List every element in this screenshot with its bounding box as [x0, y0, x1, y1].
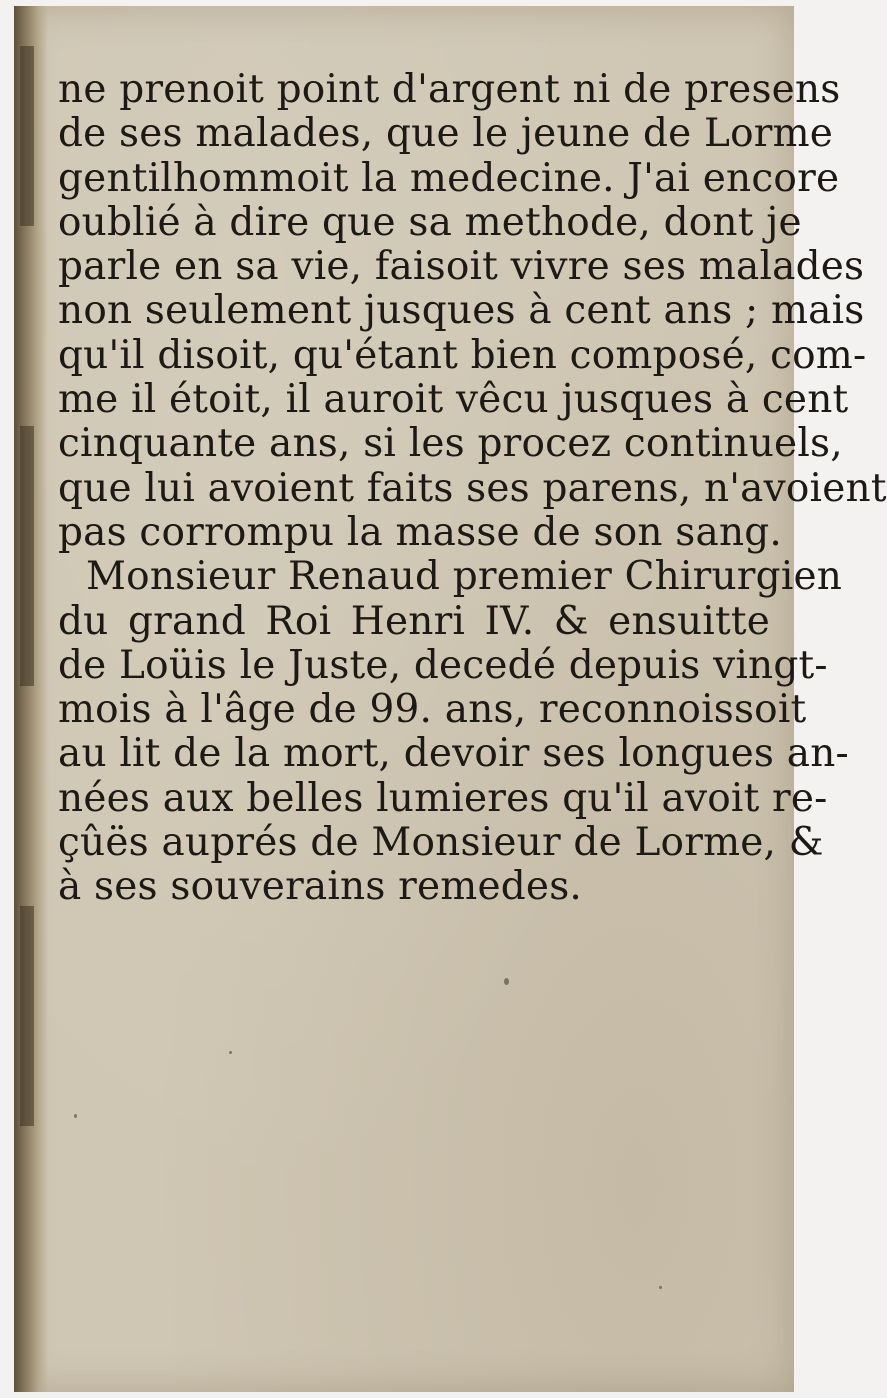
- text-line: çûës auprés de Monsieur de Lorme, &: [58, 820, 824, 866]
- text-line: cinquante ans, si les procez continuels,: [58, 421, 843, 467]
- text-line: que lui avoient faits ses parens, n'avoient: [58, 465, 887, 511]
- ink-speck: [659, 1286, 662, 1289]
- binding-wear: [20, 426, 34, 686]
- text-line: non seulement jusques à cent ans ; mais: [58, 288, 865, 334]
- text-line: Monsieur Renaud premier Chirurgien: [86, 554, 843, 600]
- text-line: gentilhommoit la medecine. J'ai encore: [58, 155, 840, 201]
- text-line: à ses souverains remedes.: [58, 864, 583, 910]
- text-line: qu'il disoit, qu'étant bien composé, com-: [58, 332, 867, 378]
- text-line: mois à l'âge de 99. ans, reconnoissoit: [58, 687, 807, 733]
- binding-wear: [20, 46, 34, 226]
- text-line: oublié à dire que sa methode, dont je: [58, 199, 802, 245]
- text-line: me il étoit, il auroit vêcu jusques à cent: [58, 377, 849, 423]
- binding-wear: [20, 906, 34, 1126]
- text-line: parle en sa vie, faisoit vivre ses malades: [58, 244, 865, 290]
- text-line: au lit de la mort, devoir ses longues an-: [58, 731, 849, 777]
- text-line: de ses malades, que le jeune de Lorme: [58, 111, 834, 157]
- page-binding-edge: [14, 6, 48, 1392]
- book-page: [14, 6, 887, 1392]
- text-line: pas corrompu la masse de son sang.: [58, 509, 783, 555]
- page-text: [58, 67, 887, 910]
- ink-speck: [504, 978, 509, 985]
- ink-speck: [229, 1051, 232, 1054]
- text-line: nées aux belles lumieres qu'il avoit re-: [58, 775, 828, 821]
- text-line: du grand Roi Henri IV. & ensuitte: [58, 598, 770, 644]
- text-line: ne prenoit point d'argent ni de presens: [58, 67, 841, 112]
- text-line: de Loüis le Juste, decedé depuis vingt-: [58, 642, 828, 688]
- ink-speck: [74, 1114, 77, 1118]
